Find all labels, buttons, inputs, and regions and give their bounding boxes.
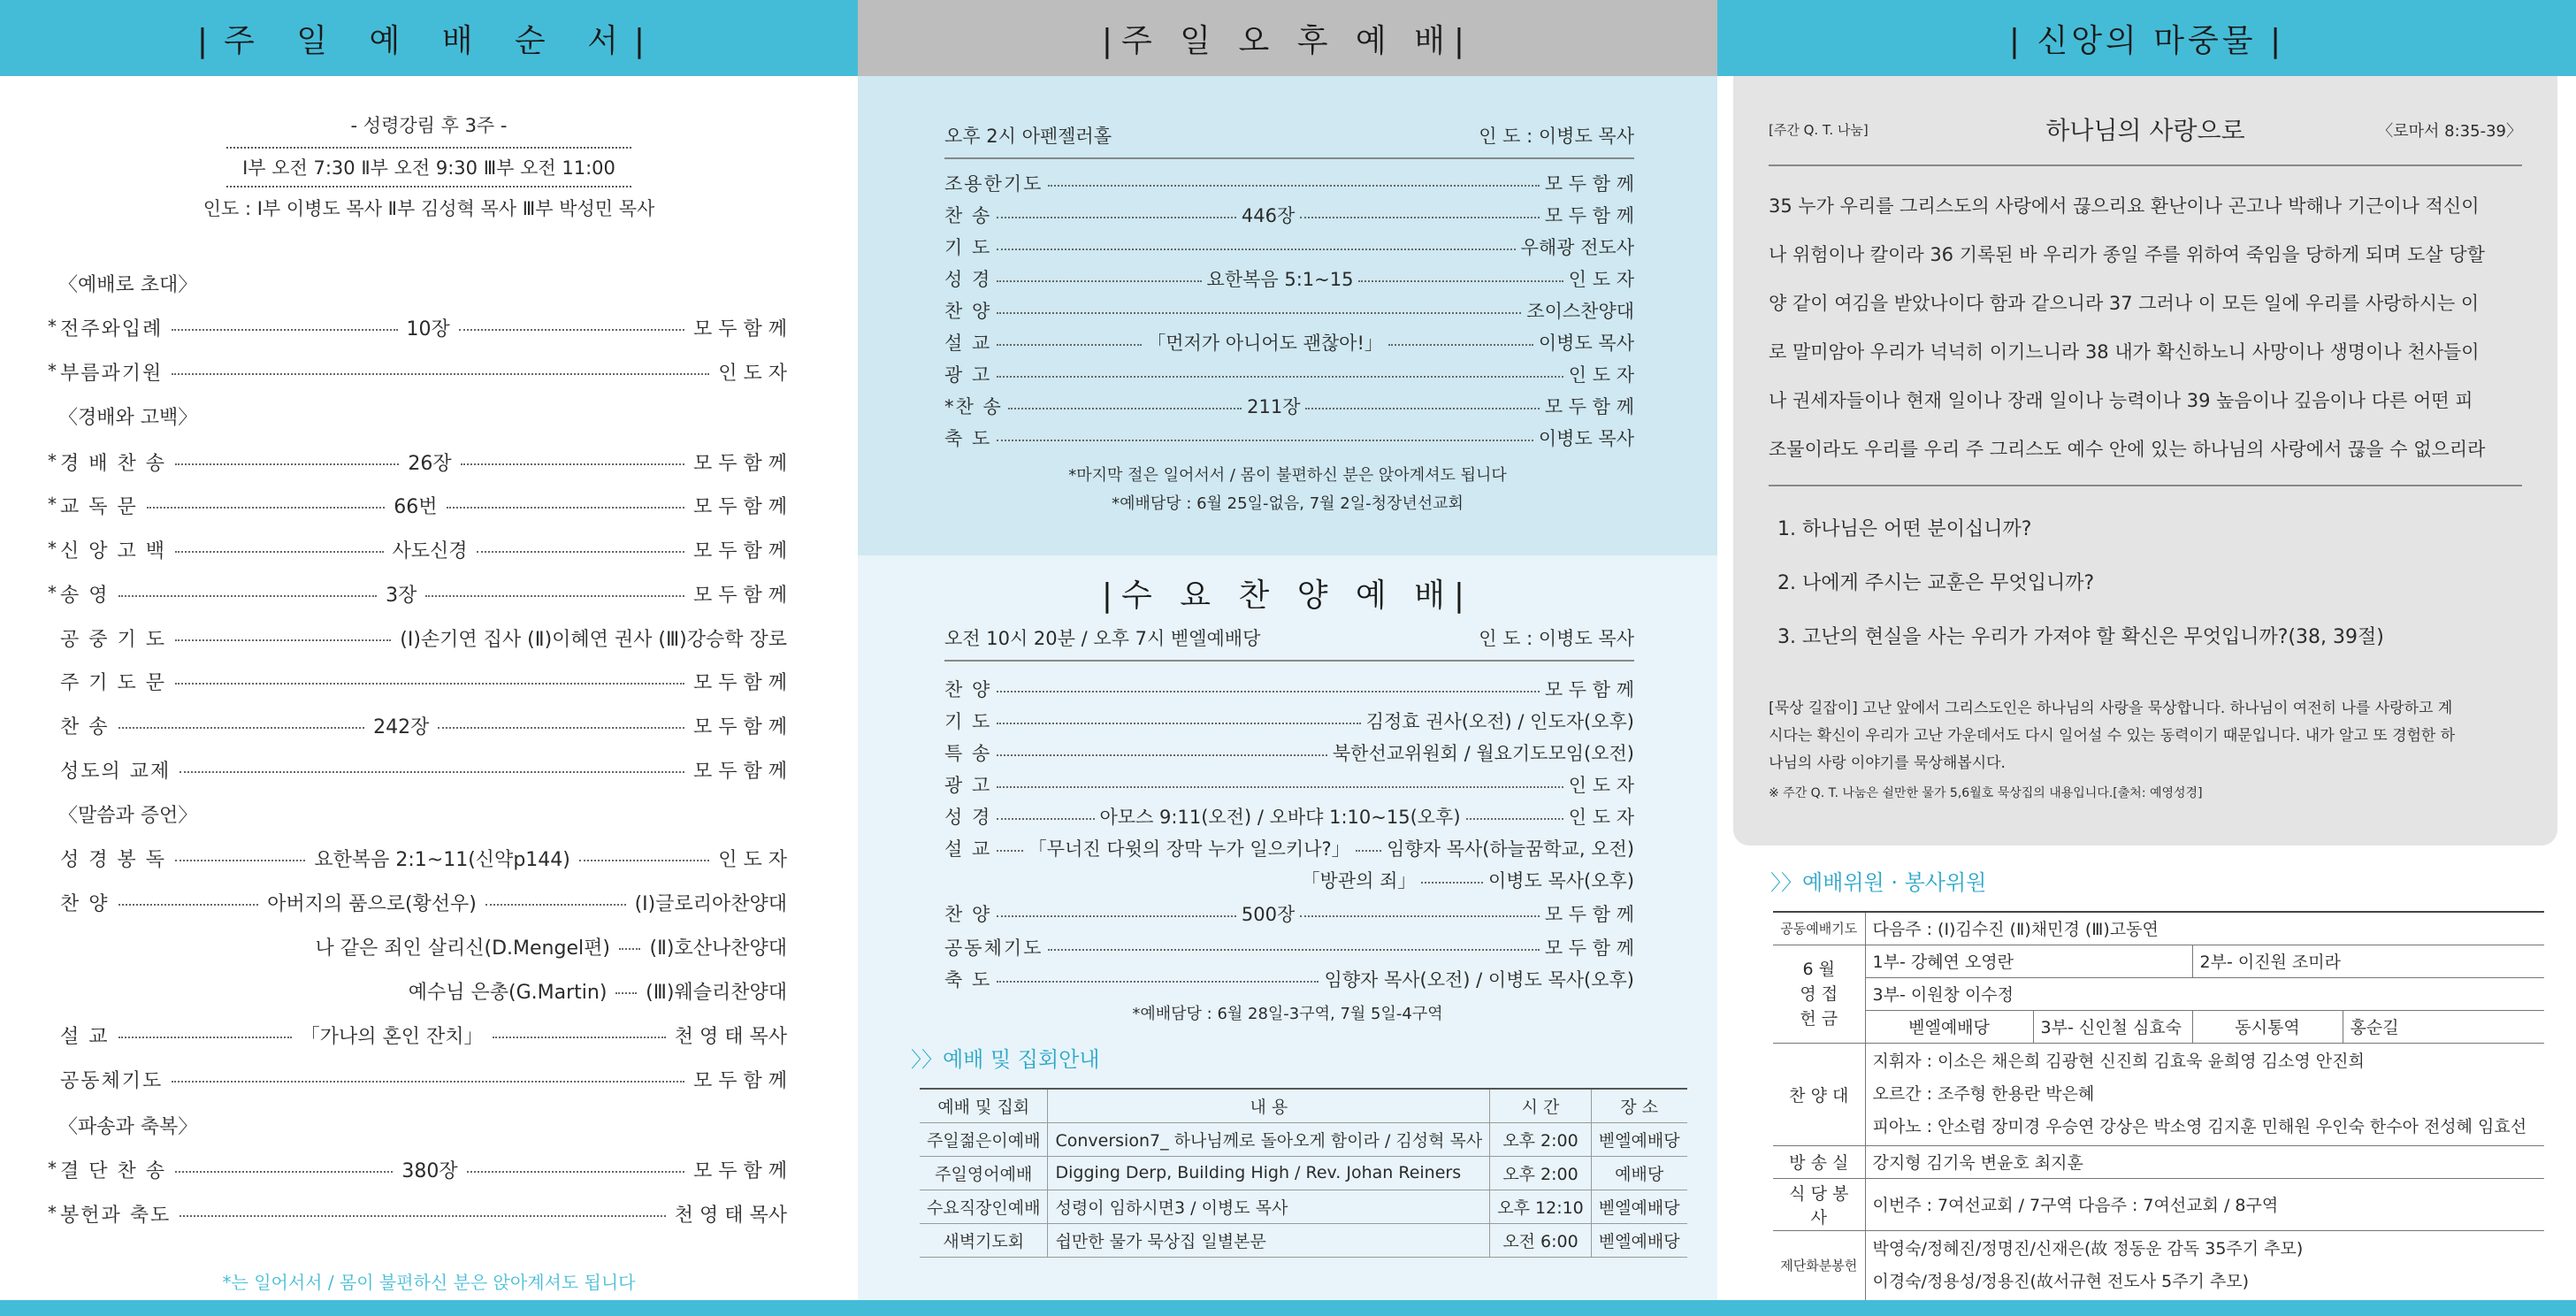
- row-key: 식 당 봉 사: [1773, 1178, 1865, 1230]
- row-performer: 모 두 함 께: [1544, 395, 1635, 417]
- meditation-line: 시다는 확신이 우리가 고난 가운데서도 다시 일어설 수 있는 동력이기 때문입니다. 내가 알고 또 경험한 하: [1769, 727, 2456, 745]
- leader-dots: [1388, 344, 1533, 346]
- column-header: 예배 및 집회: [920, 1089, 1048, 1122]
- leader-dots: [425, 595, 684, 597]
- row-performer: 이병도 목사(오후): [1487, 869, 1635, 891]
- row-detail: 아모스 9:11(오전) / 오바댜 1:10~15(오후): [1099, 806, 1461, 828]
- row-performer: 천 영 태 목사: [674, 1204, 787, 1227]
- service-times-text: Ⅰ부 오전 7:30 Ⅱ부 오전 9:30 Ⅲ부 오전 11:00: [226, 147, 631, 187]
- leader-dots: [1008, 408, 1242, 409]
- leader-dots: [1421, 882, 1483, 884]
- row-detail: 26장: [408, 452, 452, 475]
- leader-dots: [175, 463, 399, 465]
- row-label: 축 도: [944, 427, 992, 449]
- stand-marker: *: [48, 1158, 57, 1179]
- row-performer: 모 두 함 께: [693, 1159, 787, 1182]
- row-value: 3부- 이원창 이수정: [1865, 977, 2544, 1010]
- row-detail: 「가나의 혼인 잔치」: [300, 1025, 484, 1048]
- order-row: [60, 1020, 787, 1050]
- section-sending: 〈파송과 축복〉: [58, 1116, 198, 1138]
- order-row: [944, 932, 1634, 961]
- leader-dots: [493, 1037, 666, 1038]
- row-value: 벧엘예배당: [1865, 1010, 2033, 1043]
- row-label: 성도의 교제: [60, 760, 172, 783]
- stand-marker: *: [48, 360, 57, 381]
- row-label: 공 중 기 도: [60, 628, 166, 651]
- order-row: [944, 833, 1634, 862]
- table-row: [920, 1190, 1687, 1223]
- qt-reference: 〈로마서 8:35-39〉: [2377, 122, 2522, 141]
- leader-dots: [997, 786, 1563, 788]
- leader-dots: [997, 217, 1236, 218]
- afternoon-note-1: *마지막 절은 일어서서 / 몸이 불편하신 분은 앉아계셔도 됩니다: [1068, 466, 1507, 485]
- table-row: [1773, 1145, 2544, 1178]
- leader-dots: [175, 683, 684, 685]
- afternoon-leader: 인 도 : 이병도 목사: [1479, 126, 1634, 147]
- wednesday-note: *예배담당 : 6월 28일-3구역, 7월 5일-4구역: [1132, 1005, 1443, 1023]
- order-row: [944, 232, 1634, 261]
- row-label: 광 고: [944, 363, 992, 386]
- leader-dots: [615, 992, 637, 994]
- table-cell: 오후 2:00: [1490, 1156, 1592, 1190]
- row-value: 2부- 이진원 조미라: [2192, 945, 2544, 977]
- row-detail: 380장: [401, 1159, 458, 1182]
- order-row: [60, 490, 787, 520]
- order-row: [944, 964, 1634, 993]
- row-value: [1865, 1230, 2544, 1300]
- row-label: 경 배 찬 송: [60, 452, 166, 475]
- table-cell: 성령이 임하시면3 / 이병도 목사: [1048, 1190, 1490, 1223]
- leader-dots: [118, 904, 259, 906]
- table-row: [1773, 1043, 2544, 1145]
- stand-marker: *: [48, 316, 57, 337]
- row-label: 성 경: [944, 268, 992, 290]
- qt-title: 하나님의 사랑으로: [2045, 116, 2245, 145]
- leader-dots: [477, 551, 685, 553]
- row-performer: (Ⅰ)손기연 집사 (Ⅱ)이혜연 권사 (Ⅲ)강승학 장로: [400, 628, 787, 651]
- table-row: [920, 1223, 1687, 1257]
- row-label: 찬 양: [944, 903, 992, 925]
- row-performer: 모 두 함 께: [1544, 903, 1635, 925]
- leader-dots: [180, 1215, 665, 1217]
- order-row: [60, 754, 787, 784]
- order-row: [60, 447, 787, 477]
- gatherings-table: [920, 1088, 1687, 1258]
- row-value: 동시통역: [2192, 1010, 2343, 1043]
- row-performer: 모 두 함 께: [1544, 678, 1634, 700]
- table-cell: 주일젊은이예배: [920, 1122, 1048, 1156]
- leader-dots: [175, 639, 391, 641]
- wednesday-leader: 인 도 : 이병도 목사: [1479, 628, 1634, 649]
- qt-card: [1733, 76, 2557, 845]
- order-row: [944, 423, 1634, 452]
- afternoon-note-2: *예배담당 : 6월 25일-없음, 7월 2일-청장년선교회: [1112, 494, 1464, 513]
- table-cell: 벧엘예배당: [1591, 1223, 1686, 1257]
- row-detail: 요한복음 5:1~15: [1206, 268, 1354, 290]
- table-cell: 수요직장인예배: [920, 1190, 1048, 1223]
- table-cell: Conversion7_ 하나님께로 돌아오게 함이라 / 김성혁 목사: [1048, 1122, 1490, 1156]
- scripture-line: 양 같이 여김을 받았나이다 함과 같으니라 37 그러나 이 모든 일에 우리를 사랑하시는 이: [1769, 293, 2480, 314]
- order-row: [944, 899, 1634, 928]
- divider: [944, 660, 1634, 662]
- table-row: [1773, 912, 2544, 945]
- row-performer: 천 영 태 목사: [674, 1025, 788, 1048]
- column-header: | 신앙의 마중물 |: [1717, 0, 2576, 76]
- afternoon-meta: [944, 122, 1634, 149]
- row-label: 찬 양: [944, 678, 992, 700]
- order-row: [944, 327, 1634, 356]
- column-header: |주 일 오 후 예 배|: [858, 0, 1717, 76]
- leader-dots: [619, 948, 641, 950]
- row-performer: 모 두 함 께: [1544, 172, 1634, 195]
- order-row: [60, 666, 787, 696]
- row-label: 특 송: [944, 742, 992, 764]
- column-header: 시 간: [1490, 1089, 1592, 1122]
- leader-dots: [997, 723, 1360, 724]
- table-row: [1773, 1010, 2544, 1043]
- table-row: [920, 1156, 1687, 1190]
- row-performer: 조이스찬양대: [1526, 300, 1634, 322]
- meditation-line: [묵상 길잡이] 고난 앞에서 그리스도인은 하나님의 사랑을 묵상합니다. 하나님이 여전히 나를 사랑하고 계: [1769, 700, 2453, 717]
- leader-dots: [175, 1171, 393, 1173]
- leader-dots: [172, 329, 397, 331]
- leader-dots: [997, 981, 1319, 983]
- leader-dots: [1300, 915, 1540, 917]
- row-detail: 「먼저가 아니어도 괜찮아!」: [1147, 332, 1383, 354]
- row-label: 찬 송: [60, 715, 110, 738]
- row-performer: 모 두 함 께: [1544, 204, 1635, 226]
- order-row: [944, 200, 1634, 229]
- order-row: [1229, 865, 1634, 894]
- leader-dots: [118, 1037, 292, 1038]
- row-detail: 446장: [1241, 204, 1296, 226]
- order-row: [944, 359, 1634, 388]
- choir-organ: 오르간 : 조주형 한용란 박은혜: [1872, 1083, 2095, 1104]
- column-header: 장 소: [1591, 1089, 1686, 1122]
- leader-dots: [997, 818, 1094, 820]
- order-row: [944, 391, 1634, 420]
- row-performer: 모 두 함 께: [693, 715, 787, 738]
- row-performer: 인 도 자: [718, 848, 787, 871]
- question-2: 2. 나에게 주시는 교훈은 무엇입니까?: [1777, 572, 2095, 594]
- row-performer: 모 두 함 께: [693, 318, 788, 340]
- row-detail: 211장: [1247, 395, 1301, 417]
- leader-dots: [997, 280, 1201, 282]
- row-value: [1865, 1043, 2544, 1145]
- order-row: [944, 706, 1634, 735]
- meditation-line: 나님의 사랑 이야기를 묵상해봅시다.: [1769, 754, 2006, 772]
- row-performer: 모 두 함 께: [693, 539, 788, 562]
- order-row: [60, 710, 787, 740]
- row-performer: (Ⅱ)호산나찬양대: [649, 937, 787, 960]
- leader-dots: [180, 771, 684, 773]
- wednesday-meta: [944, 624, 1634, 651]
- row-performer: (Ⅲ)웨슬리찬양대: [646, 981, 788, 1004]
- order-row: [60, 843, 787, 873]
- gatherings-title: 〉〉예배 및 집회안내: [911, 1047, 1100, 1072]
- order-row: [60, 356, 787, 386]
- row-value: 이번주 : 7여선교회 / 7구역 다음주 : 7여선교회 / 8구역: [1865, 1178, 2544, 1230]
- leader-dots: [997, 344, 1142, 346]
- row-label: 성 경: [944, 806, 992, 828]
- subtitle: - 성령강림 후 3주 -: [350, 115, 508, 136]
- afternoon-time-place: 오후 2시 아펜젤러홀: [944, 126, 1112, 147]
- order-row: [944, 801, 1634, 830]
- table-row: [1773, 945, 2544, 977]
- row-key: 제단화분봉헌: [1773, 1230, 1865, 1300]
- bottom-bar: [0, 1300, 2576, 1316]
- leader-dots: [1048, 949, 1539, 951]
- question-1: 1. 하나님은 어떤 분이십니까?: [1777, 518, 2032, 540]
- table-header-row: [920, 1089, 1687, 1122]
- order-row: [60, 534, 787, 564]
- row-label: 조용한기도: [944, 172, 1043, 195]
- choir-piano: 피아노 : 안소렴 장미경 우승연 강상은 박소영 김지훈 민해원 우인숙 한수아 전성혜 임효선: [1872, 1116, 2527, 1136]
- row-detail: 사도신경: [392, 539, 468, 562]
- stand-marker: *: [48, 450, 57, 471]
- leader-dots: [118, 595, 378, 597]
- row-label: 찬 양: [60, 892, 110, 915]
- leader-dots: [175, 551, 384, 553]
- section-invite: 〈예배로 초대〉: [58, 274, 198, 296]
- row-performer: 모 두 함 께: [693, 671, 787, 694]
- leader-dots: [997, 850, 1023, 852]
- staff-title: 〉〉예배위원 · 봉사위원: [1770, 870, 1987, 895]
- row-label: *찬 송: [944, 395, 1003, 417]
- row-label: 결 단 찬 송: [60, 1159, 166, 1182]
- row-detail: 아버지의 품으로(황선우): [267, 892, 477, 915]
- row-detail: 66번: [394, 495, 438, 518]
- row-detail: 242장: [373, 715, 430, 738]
- service-leaders: 인도 : Ⅰ부 이병도 목사 Ⅱ부 김성혁 목사 Ⅲ부 박성민 목사: [203, 198, 655, 219]
- row-performer: 인 도 자: [1568, 806, 1635, 828]
- row-performer: 김정효 권사(오전) / 인도자(오후): [1365, 710, 1634, 732]
- divider: [1769, 485, 2522, 486]
- row-performer: 임향자 목사(오전) / 이병도 목사(오후): [1324, 968, 1634, 991]
- leader-dots: [1300, 217, 1540, 218]
- stand-marker: *: [48, 538, 57, 559]
- section-word: 〈말씀과 증언〉: [58, 805, 198, 827]
- leader-dots: [1048, 185, 1539, 187]
- order-row: [60, 312, 787, 342]
- table-cell: 오후 2:00: [1490, 1122, 1592, 1156]
- meditation-guide: [1769, 695, 2529, 777]
- row-label: 기 도: [944, 236, 992, 258]
- order-row: [944, 264, 1634, 293]
- row-detail: 3장: [386, 584, 417, 607]
- order-row: [276, 931, 787, 961]
- row-performer: 이병도 목사: [1538, 427, 1634, 449]
- row-label: 부름과기원: [60, 362, 164, 385]
- altar-line-2: 이경숙/정용성/정용진(故서규현 전도사 5주기 추모): [1872, 1271, 2250, 1291]
- row-key: 공동예배기도: [1773, 912, 1865, 945]
- row-label: 설 교: [60, 1025, 110, 1048]
- row-label: 축 도: [944, 968, 992, 991]
- leader-dots: [1466, 818, 1563, 820]
- altar-line-1: 박영숙/정혜진/정명진/신재은(故 정동운 감독 35주기 추모): [1872, 1238, 2304, 1259]
- row-performer: 인 도 자: [1568, 774, 1634, 796]
- afternoon-worship-column: [858, 0, 1717, 1316]
- row-label: 전주와입례: [60, 318, 164, 340]
- leader-dots: [172, 1081, 684, 1083]
- order-row: [944, 674, 1634, 703]
- leader-dots: [1358, 280, 1563, 282]
- row-performer: 모 두 함 께: [693, 452, 787, 475]
- leader-dots: [147, 507, 386, 509]
- table-cell: 쉽만한 물가 묵상집 일별본문: [1048, 1223, 1490, 1257]
- column-header: 내 용: [1048, 1089, 1490, 1122]
- leader-dots: [438, 727, 684, 729]
- stand-marker: *: [48, 1202, 57, 1223]
- order-row: [944, 168, 1634, 197]
- row-value: 3부- 신인철 심효숙: [2033, 1010, 2192, 1043]
- row-label: 송 영: [60, 584, 110, 607]
- order-row: [60, 578, 787, 608]
- row-label: 성 경 봉 독: [60, 848, 166, 871]
- leader-dots: [459, 329, 684, 331]
- leader-dots: [997, 754, 1327, 756]
- table-cell: 새벽기도회: [920, 1223, 1048, 1257]
- row-performer: 인 도 자: [1568, 268, 1634, 290]
- table-row: [920, 1122, 1687, 1156]
- table-cell: Digging Derp, Building High / Rev. Johan Reiners: [1048, 1156, 1490, 1190]
- table-cell: 주일영어예배: [920, 1156, 1048, 1190]
- table-row: [1773, 1230, 2544, 1300]
- table-cell: 오후 12:10: [1490, 1190, 1592, 1223]
- scripture-line: 나 위험이나 칼이라 36 기록된 바 우리가 종일 주를 위하여 죽임을 당하게 되며 도살 당할: [1769, 244, 2485, 265]
- row-performer: 인 도 자: [718, 362, 787, 385]
- row-performer: 모 두 함 께: [693, 495, 787, 518]
- row-label: 교 독 문: [60, 495, 138, 518]
- table-cell: 벧엘예배당: [1591, 1190, 1686, 1223]
- row-detail: 10장: [406, 318, 450, 340]
- scripture-line: 35 누가 우리를 그리스도의 사랑에서 끊으리요 환난이나 곤고나 박해나 기근이나 적신이: [1769, 195, 2480, 217]
- order-row: [944, 295, 1634, 325]
- wednesday-time-place: 오전 10시 20분 / 오후 7시 벧엘예배당: [944, 628, 1261, 649]
- row-performer: 우해광 전도사: [1520, 236, 1634, 258]
- row-performer: 모 두 함 께: [693, 760, 787, 783]
- table-cell: 오전 6:00: [1490, 1223, 1592, 1257]
- table-row: [1773, 1178, 2544, 1230]
- table-cell: 예배당: [1591, 1156, 1686, 1190]
- row-label: 광 고: [944, 774, 992, 796]
- row-detail: 「무너진 다윗의 장막 누가 일으키나?」: [1028, 838, 1350, 860]
- row-value: 다음주 : (Ⅰ)김수진 (Ⅱ)채민경 (Ⅲ)고동연: [1865, 912, 2544, 945]
- leader-dots: [485, 904, 626, 906]
- leader-dots: [172, 373, 709, 375]
- leader-dots: [997, 915, 1236, 917]
- order-row: [60, 1198, 787, 1228]
- row-performer: 이병도 목사: [1538, 332, 1634, 354]
- staff-table: [1773, 911, 2544, 1301]
- row-detail: 500장: [1241, 903, 1296, 925]
- section-worship: 〈경배와 고백〉: [58, 407, 198, 429]
- row-performer: 모 두 함 께: [1544, 937, 1634, 959]
- leader-dots: [1356, 850, 1382, 852]
- order-row: [60, 1064, 787, 1094]
- order-row: [944, 738, 1634, 767]
- row-key: 찬 양 대: [1773, 1043, 1865, 1145]
- row-label: 공동체기도: [60, 1069, 164, 1092]
- leader-dots: [447, 507, 685, 509]
- order-row: [60, 1154, 787, 1184]
- stand-marker: *: [48, 582, 57, 603]
- order-row: [944, 769, 1634, 799]
- row-label: 찬 송: [944, 204, 992, 226]
- row-detail: 요한복음 2:1~11(신약p144): [314, 848, 570, 871]
- row-label: 주 기 도 문: [60, 671, 166, 694]
- leader-dots: [579, 860, 709, 861]
- leader-dots: [997, 691, 1540, 692]
- row-value: 홍순길: [2343, 1010, 2544, 1043]
- leader-dots: [467, 1171, 684, 1173]
- row-key: 방 송 실: [1773, 1145, 1865, 1178]
- row-label: 신 앙 고 백: [60, 539, 166, 562]
- order-row: [370, 976, 787, 1006]
- scripture-line: 조물이라도 우리를 우리 주 그리스도 예수 안에 있는 하나님의 사랑에서 끊을 수 없으리라: [1769, 439, 2486, 460]
- table-cell: 벧엘예배당: [1591, 1122, 1686, 1156]
- row-value: 1부- 강혜연 오영란: [1865, 945, 2192, 977]
- row-performer: (Ⅰ)글로리아찬양대: [634, 892, 788, 915]
- order-row: [60, 887, 787, 917]
- leader-dots: [997, 440, 1533, 441]
- scripture-line: 나 권세자들이나 현재 일이나 장래 일이나 능력이나 39 높음이나 깊음이나 다른 어떤 피: [1769, 390, 2473, 411]
- leader-dots: [997, 312, 1521, 314]
- row-label: 봉헌과 축도: [60, 1204, 172, 1227]
- row-performer: 모 두 함 께: [693, 584, 787, 607]
- row-performer: 임향자 목사(하늘꿈학교, 오전): [1387, 838, 1635, 860]
- question-3: 3. 고난의 현실을 사는 우리가 가져야 할 확신은 무엇입니까?(38, 39절): [1777, 626, 2384, 648]
- wednesday-header: |수 요 찬 양 예 배|: [1101, 578, 1474, 614]
- leader-dots: [118, 727, 365, 729]
- leader-dots: [175, 860, 305, 861]
- service-times: [0, 147, 858, 187]
- order-of-worship-column: [0, 0, 858, 1316]
- row-detail: 예수님 은총(G.Martin): [408, 981, 608, 1004]
- scripture-text: [1769, 182, 2522, 474]
- leader-dots: [461, 463, 684, 465]
- row-detail: 나 같은 죄인 살리신(D.Mengel편): [315, 937, 610, 960]
- row-detail: 「방관의 죄」: [1301, 869, 1417, 891]
- row-label: 공동체기도: [944, 937, 1043, 959]
- row-label: 설 교: [944, 332, 992, 354]
- qt-source: ※ 주간 Q. T. 나눔은 쉴만한 물가 5,6월호 묵상집의 내용입니다.[출처: 예영성경]: [1769, 786, 2203, 800]
- divider: [944, 157, 1634, 159]
- qt-tag: [주간 Q. T. 나눔]: [1769, 122, 1869, 138]
- divider: [1769, 164, 2522, 166]
- column-header: |주 일 예 배 순 서|: [0, 0, 858, 76]
- row-value: 강지형 김기욱 변윤호 최지훈: [1865, 1145, 2544, 1178]
- row-label: 찬 양: [944, 300, 992, 322]
- order-row: [60, 623, 787, 653]
- scripture-line: 로 말미암아 우리가 넉넉히 이기느니라 38 내가 확신하노니 사망이나 생명이나 천사들이: [1769, 341, 2480, 363]
- row-label: 설 교: [944, 838, 992, 860]
- row-performer: 모 두 함 께: [693, 1069, 787, 1092]
- choir-conductors: 지휘자 : 이소은 채은희 김광현 신진희 김효욱 윤희영 김소영 안진희: [1872, 1051, 2365, 1071]
- footnote: *는 일어서서 / 몸이 불편하신 분은 앉아계셔도 됩니다: [222, 1272, 636, 1293]
- leader-dots: [1305, 408, 1539, 409]
- stand-marker: *: [48, 494, 57, 515]
- row-label: 기 도: [944, 710, 992, 732]
- row-key: 6 월 영 접 헌 금: [1773, 945, 1865, 1043]
- table-row: [1773, 977, 2544, 1010]
- row-performer: 북한선교위원회 / 월요기도모임(오전): [1332, 742, 1634, 764]
- leader-dots: [997, 249, 1515, 250]
- faith-column: [1717, 0, 2576, 1316]
- leader-dots: [997, 376, 1563, 378]
- row-performer: 인 도 자: [1568, 363, 1634, 386]
